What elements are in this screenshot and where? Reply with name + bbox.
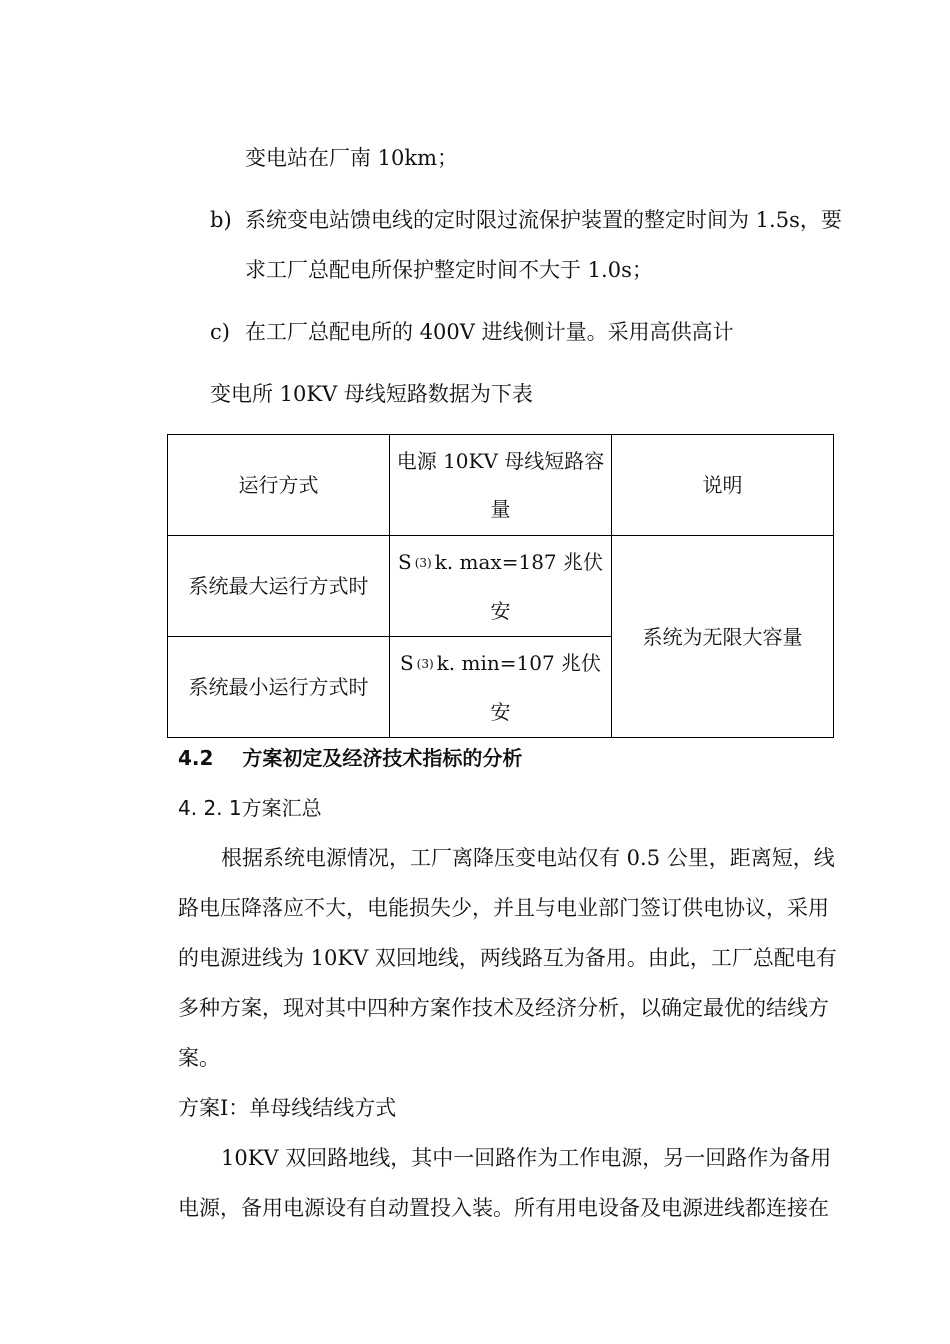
short-circuit-table <box>167 434 834 738</box>
section-title: 方案初定及经济技术指标的分析 <box>242 746 523 770</box>
intro-line: 变电站在厂南 10km； <box>245 146 459 170</box>
subsection-heading: 4. 2. 1方案汇总 <box>178 796 322 820</box>
item-b-line2: 求工厂总配电所保护整定时间不大于 1.0s； <box>245 258 653 282</box>
table-caption: 变电所 10KV 母线短路数据为下表 <box>210 382 533 406</box>
row-max-capacity <box>390 536 612 637</box>
section-number: 4.2 <box>178 746 214 770</box>
para2-line2: 电源，备用电源设有自动置投入装。所有用电设备及电源进线都连接在 <box>178 1196 829 1220</box>
superscript-3: (3) <box>414 555 432 570</box>
item-c-line1: 在工厂总配电所的 400V 进线侧计量。采用高供高计 <box>245 320 734 344</box>
note-cell: 系统为无限大容量 <box>612 536 834 738</box>
table-header-row <box>168 435 834 536</box>
item-c-label: c) <box>210 320 230 344</box>
para2-line1: 10KV 双回路地线，其中一回路作为工作电源，另一回路作为备用 <box>221 1146 832 1170</box>
para1-line3: 的电源进线为 10KV 双回地线，两线路互为备用。由此，工厂总配电有 <box>178 946 837 970</box>
header-capacity: 电源 10KV 母线短路容量 <box>390 435 612 536</box>
para1-line2: 路电压降落应不大，电能损失少，并且与电业部门签订供电协议，采用 <box>178 896 829 920</box>
section-heading <box>178 745 522 771</box>
row-max-mode: 系统最大运行方式时 <box>168 536 390 637</box>
row-min-capacity <box>390 637 612 738</box>
item-b-label: b) <box>210 208 232 232</box>
para1-line4: 多种方案，现对其中四种方案作技术及经济分析，以确定最优的结线方 <box>178 996 829 1020</box>
item-b-line1: 系统变电站馈电线的定时限过流保护装置的整定时间为 1.5s，要 <box>245 208 842 232</box>
superscript-3: (3) <box>416 656 434 671</box>
symbol-s: S <box>399 650 414 675</box>
capacity-value: k. max=187 兆伏安 <box>434 549 603 623</box>
capacity-value: k. min=107 兆伏安 <box>436 650 602 724</box>
table-row <box>168 536 834 637</box>
row-min-mode: 系统最小运行方式时 <box>168 637 390 738</box>
symbol-s: S <box>398 549 412 574</box>
header-mode: 运行方式 <box>168 435 390 536</box>
header-note: 说明 <box>612 435 834 536</box>
para1-line1: 根据系统电源情况，工厂离降压变电站仅有 0.5 公里，距离短，线 <box>221 846 835 870</box>
para1-line5: 案。 <box>178 1046 220 1070</box>
scheme-title: 方案Ⅰ：单母线结线方式 <box>178 1096 397 1120</box>
